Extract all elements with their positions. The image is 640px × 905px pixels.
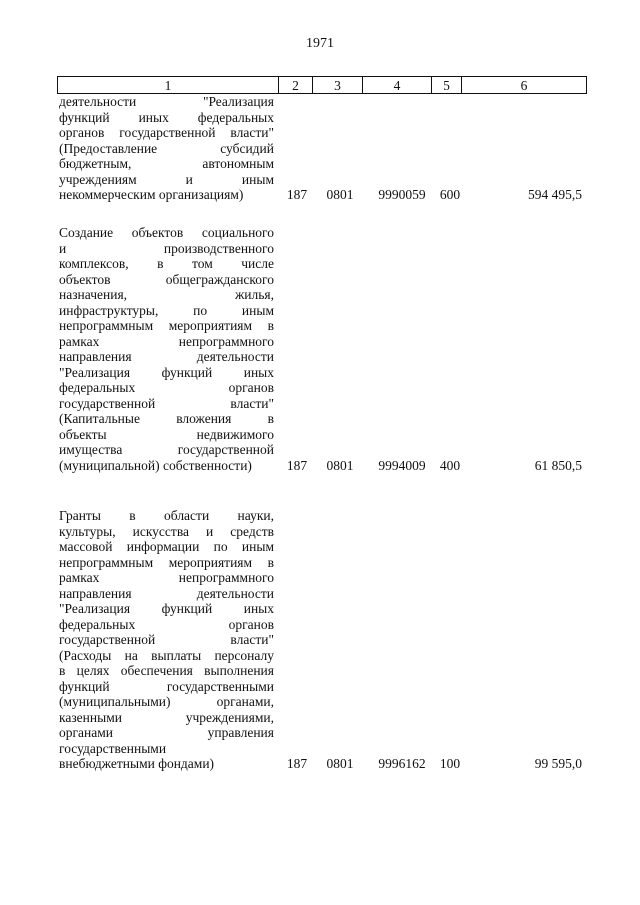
description-line: Создание объектов социального [59, 225, 274, 240]
description-line: непрограммным мероприятиям в [59, 318, 274, 333]
row-description [59, 94, 274, 203]
row-code-target: 9996162 [378, 756, 426, 771]
description-line: и производственного [59, 240, 274, 256]
row-code-type: 600 [439, 187, 461, 202]
column-header-1: 1 [58, 77, 279, 94]
description-line: в целях обеспечения выполнения [59, 663, 274, 678]
row-description [59, 508, 274, 772]
description-line: органами управления [59, 725, 274, 740]
description-line: "Реализация функций иных [59, 601, 274, 616]
description-line: инфраструктуры, по иным [59, 302, 274, 318]
row-code-target: 9990059 [378, 187, 426, 202]
description-line: бюджетным, автономным [59, 156, 274, 171]
description-line: органов государственной власти" [59, 125, 274, 140]
description-line: (муниципальной) собственности) [59, 457, 252, 473]
description-line: государственной власти" [59, 632, 274, 647]
description-line: (Капитальные вложения в [59, 411, 274, 426]
description-line: Гранты в области науки, [59, 508, 274, 523]
row-amount: 594 495,5 [528, 187, 582, 202]
row-code-section: 0801 [326, 756, 354, 771]
description-line: массовой информации по иным [59, 539, 274, 554]
description-line: рамках непрограммного [59, 333, 274, 349]
description-line: функций государственными [59, 678, 274, 694]
description-line: назначения, жилья, [59, 287, 274, 302]
description-line: (Предоставление субсидий [59, 140, 274, 156]
description-line: комплексов, в том числе [59, 256, 274, 271]
description-line: непрограммным мероприятиям в [59, 554, 274, 570]
description-line: деятельности "Реализация [59, 94, 274, 109]
description-line: культуры, искусства и средств [59, 523, 274, 539]
description-line: рамках непрограммного [59, 570, 274, 585]
description-line: имущества государственной [59, 442, 274, 457]
description-line: объекты недвижимого [59, 426, 274, 442]
row-code-section: 0801 [326, 187, 354, 202]
description-line: направления деятельности [59, 585, 274, 601]
description-line: функций иных федеральных [59, 109, 274, 125]
column-header-2: 2 [279, 77, 313, 94]
description-line: государственными [59, 740, 167, 756]
row-code-chapter: 187 [286, 756, 308, 771]
description-line: направления деятельности [59, 349, 274, 364]
column-header-row [58, 77, 587, 94]
description-line: внебюджетными фондами) [59, 756, 215, 771]
row-code-type: 400 [439, 458, 461, 473]
row-code-target: 9994009 [378, 458, 426, 473]
description-line: федеральных органов [59, 616, 274, 632]
description-line: государственной власти" [59, 395, 274, 411]
row-code-chapter: 187 [286, 458, 308, 473]
column-header-3: 3 [313, 77, 363, 94]
row-code-type: 100 [439, 756, 461, 771]
row-code-chapter: 187 [286, 187, 308, 202]
description-line: "Реализация функций иных [59, 364, 274, 380]
description-line: объектов общегражданского [59, 271, 274, 287]
row-amount: 61 850,5 [534, 458, 582, 473]
description-line: (муниципальными) органами, [59, 694, 274, 709]
description-line: казенными учреждениями, [59, 709, 274, 725]
column-header-4: 4 [363, 77, 432, 94]
description-line: (Расходы на выплаты персоналу [59, 647, 274, 663]
row-amount: 99 595,0 [534, 756, 582, 771]
column-header-table [57, 76, 587, 94]
page-number: 1971 [306, 36, 334, 51]
description-line: федеральных органов [59, 380, 274, 395]
row-code-section: 0801 [326, 458, 354, 473]
column-header-5: 5 [432, 77, 462, 94]
column-header-6: 6 [462, 77, 587, 94]
description-line: учреждениям и иным [59, 171, 274, 187]
description-line: некоммерческим организациям) [59, 187, 244, 202]
row-description [59, 225, 274, 473]
